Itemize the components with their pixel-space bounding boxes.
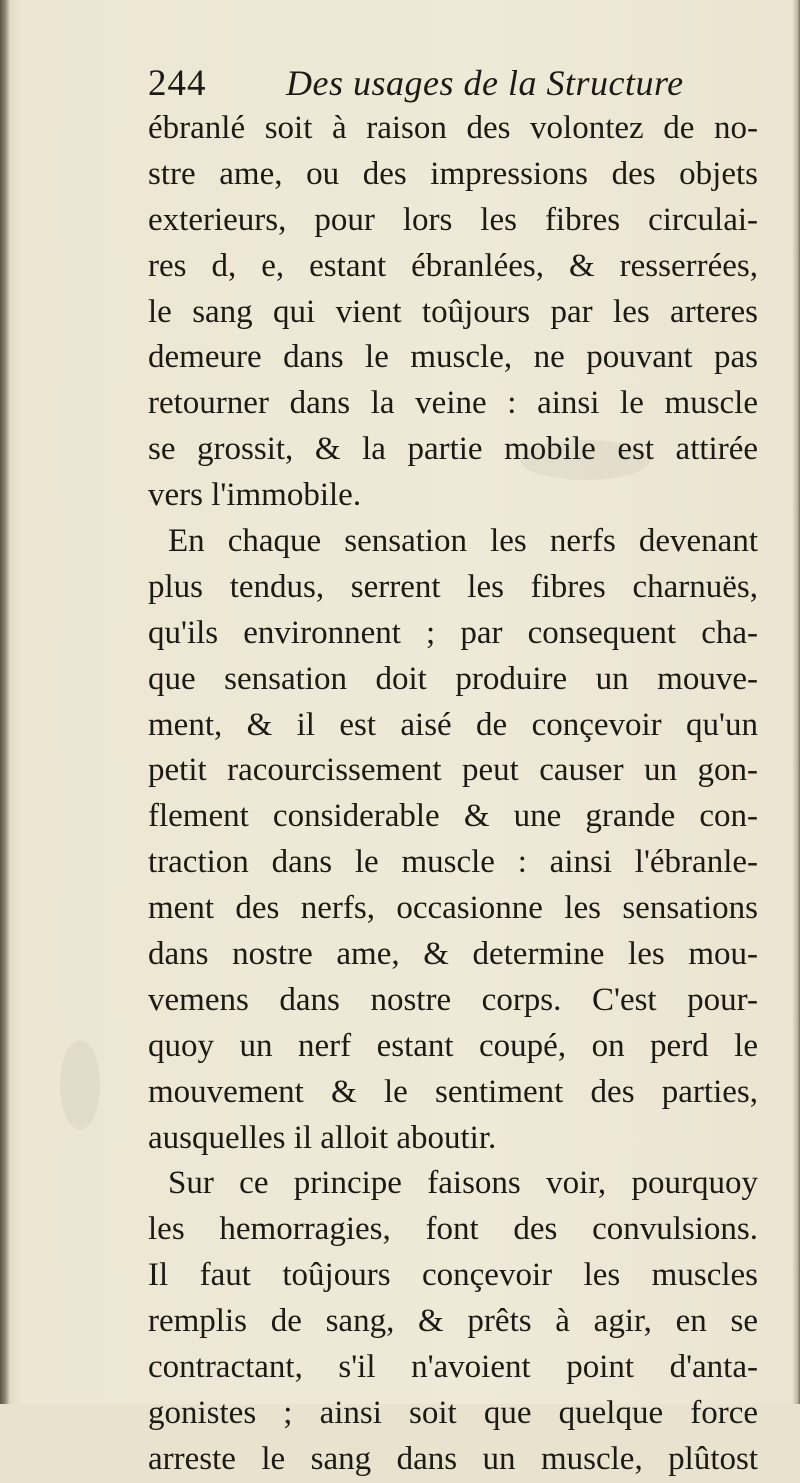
text-line: que sensation doit produire un mouve-	[148, 660, 758, 697]
page-number: 244	[148, 63, 207, 104]
text-line: ment, & il est aisé de conçevoir qu'un	[148, 706, 758, 743]
text-line: ment des nerfs, occasionne les sensations	[148, 890, 758, 927]
text-line: stre ame, ou des impressions des objets	[148, 155, 758, 192]
text-line: plus tendus, serrent les fibres charnuës,	[148, 568, 758, 605]
text-line: les hemorragies, font des convulsions.	[148, 1211, 758, 1248]
text-line: En chaque sensation les nerfs devenant	[168, 523, 758, 560]
page-edge-shadow	[792, 0, 800, 1404]
text-line: le sang qui vient toûjours par les arteres	[148, 293, 758, 330]
text-line: res d, e, estant ébranlées, & resserrées,	[148, 247, 758, 284]
text-line: petit racourcissement peut causer un gon-	[148, 752, 758, 789]
text-line: remplis de sang, & prêts à agir, en se	[148, 1303, 758, 1340]
text-line: demeure dans le muscle, ne pouvant pas	[148, 339, 758, 376]
text-line: gonistes ; ainsi soit que quelque force	[148, 1394, 758, 1431]
text-line: exterieurs, pour lors les fibres circulai-	[148, 201, 758, 238]
page-gutter-shadow	[0, 0, 10, 1404]
text-line: ébranlé soit à raison des volontez de no-	[148, 110, 758, 146]
paper-stain	[60, 1040, 100, 1130]
running-title: Des usages de la Structure	[286, 63, 684, 103]
text-line: mouvement & le sentiment des parties,	[148, 1073, 758, 1110]
text-line: Il faut toûjours conçevoir les muscles	[148, 1257, 758, 1294]
text-line: qu'ils environnent ; par consequent cha-	[148, 614, 758, 651]
text-line: retourner dans la veine : ainsi le muscle	[148, 385, 758, 422]
text-line: ausquelles il alloit aboutir.	[148, 1119, 497, 1156]
text-line: flement considerable & une grande con-	[148, 798, 758, 835]
text-line: contractant, s'il n'avoient point d'anta-	[148, 1349, 758, 1386]
text-line: se grossit, & la partie mobile est attirée	[148, 431, 758, 468]
text-line: quoy un nerf estant coupé, on perd le	[148, 1027, 758, 1064]
text-line: vemens dans nostre corps. C'est pour-	[148, 981, 758, 1018]
text-line: Sur ce principe faisons voir, pourquoy	[168, 1165, 758, 1202]
text-line: traction dans le muscle : ainsi l'ébranle-	[148, 844, 758, 881]
body-text	[148, 106, 758, 1483]
page-header	[148, 62, 748, 112]
text-line: vers l'immobile.	[148, 477, 362, 514]
text-line: arreste le sang dans un muscle, plûtost	[148, 1440, 758, 1477]
text-line: dans nostre ame, & determine les mou-	[148, 936, 758, 973]
